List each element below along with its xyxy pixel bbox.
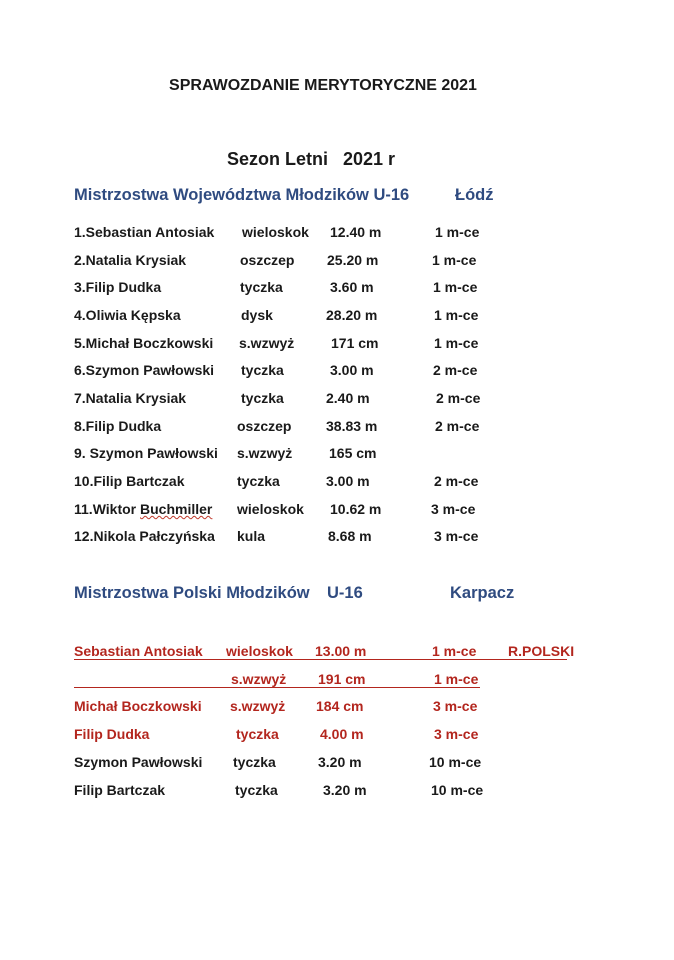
result-name (74, 501, 212, 517)
result-value: 10.62 m (330, 501, 382, 517)
result-name: Szymon Pawłowski (74, 754, 203, 770)
result-event: s.wzwyż (239, 335, 295, 351)
underline-rule (74, 687, 480, 688)
result-rank: 1 m-ce (432, 252, 477, 268)
result-value: 13.00 m (315, 643, 367, 659)
result-name: 8.Filip Dudka (74, 418, 162, 434)
result-name: Filip Dudka (74, 726, 150, 742)
result-rank: 1 m-ce (434, 335, 479, 351)
result-value: 3.00 m (330, 362, 374, 378)
result-event: s.wzwyż (231, 671, 287, 687)
result-rank: 1 m-ce (433, 279, 478, 295)
result-event: tyczka (235, 782, 278, 798)
result-event: dysk (241, 307, 273, 323)
result-event: tyczka (237, 473, 280, 489)
result-value: 171 cm (331, 335, 379, 351)
result-name: 3.Filip Dudka (74, 279, 162, 295)
section1-title: Mistrzostwa Województwa Młodzików U-16 (74, 186, 410, 204)
section2-category: U-16 (327, 584, 363, 602)
result-event: tyczka (241, 390, 284, 406)
result-event: kula (237, 528, 266, 544)
result-rank: 2 m-ce (436, 390, 481, 406)
result-value: 3.20 m (318, 754, 362, 770)
result-rank: 2 m-ce (434, 473, 479, 489)
result-event: oszczep (237, 418, 292, 434)
result-event: wieloskok (226, 643, 293, 659)
result-name: 1.Sebastian Antosiak (74, 224, 215, 240)
result-value: 38.83 m (326, 418, 378, 434)
section1-place: Łódź (455, 186, 494, 204)
underline-rule (74, 659, 567, 660)
result-name: 6.Szymon Pawłowski (74, 362, 215, 378)
result-name: 5.Michał Boczkowski (74, 335, 214, 351)
misspelled-word: Buchmiller (140, 501, 213, 517)
result-value: 28.20 m (326, 307, 378, 323)
result-event: tyczka (233, 754, 276, 770)
result-event: oszczep (240, 252, 295, 268)
result-rank: 2 m-ce (433, 362, 478, 378)
result-value: 191 cm (318, 671, 366, 687)
result-event: tyczka (241, 362, 284, 378)
result-value: 3.60 m (330, 279, 374, 295)
result-name: Filip Bartczak (74, 782, 166, 798)
result-value: 3.00 m (326, 473, 370, 489)
season-subtitle: Sezon Letni 2021 r (227, 149, 396, 169)
result-event: wieloskok (237, 501, 304, 517)
result-name: 9. Szymon Pawłowski (74, 445, 218, 461)
result-rank: 1 m-ce (432, 643, 477, 659)
result-value: 8.68 m (328, 528, 372, 544)
result-value: 12.40 m (330, 224, 382, 240)
result-rank: 1 m-ce (434, 307, 479, 323)
result-value: 165 cm (329, 445, 377, 461)
result-event: tyczka (236, 726, 279, 742)
result-event: tyczka (240, 279, 283, 295)
record-badge: R.POLSKI (508, 643, 575, 659)
result-name: 4.Oliwia Kępska (74, 307, 181, 323)
result-name: Sebastian Antosiak (74, 643, 203, 659)
result-value: 184 cm (316, 698, 364, 714)
result-event: wieloskok (242, 224, 309, 240)
result-rank: 10 m-ce (431, 782, 484, 798)
result-value: 2.40 m (326, 390, 370, 406)
result-name: Michał Boczkowski (74, 698, 202, 714)
result-value: 25.20 m (327, 252, 379, 268)
section2-place: Karpacz (450, 584, 515, 602)
result-value: 3.20 m (323, 782, 367, 798)
result-rank: 1 m-ce (435, 224, 480, 240)
result-rank: 3 m-ce (434, 528, 479, 544)
result-rank: 10 m-ce (429, 754, 482, 770)
result-value: 4.00 m (320, 726, 364, 742)
result-name: 7.Natalia Krysiak (74, 390, 187, 406)
result-rank: 1 m-ce (434, 671, 479, 687)
result-rank: 3 m-ce (434, 726, 479, 742)
result-name: 2.Natalia Krysiak (74, 252, 187, 268)
result-rank: 2 m-ce (435, 418, 480, 434)
result-rank: 3 m-ce (431, 501, 476, 517)
result-event: s.wzwyż (230, 698, 286, 714)
result-name: 12.Nikola Pałczyńska (74, 528, 215, 544)
result-name: 10.Filip Bartczak (74, 473, 185, 489)
name-prefix: 11.Wiktor (74, 501, 141, 517)
section2-title: Mistrzostwa Polski Młodzików (74, 584, 310, 602)
result-event: s.wzwyż (237, 445, 293, 461)
document-title: SPRAWOZDANIE MERYTORYCZNE 2021 (169, 77, 477, 94)
result-rank: 3 m-ce (433, 698, 478, 714)
